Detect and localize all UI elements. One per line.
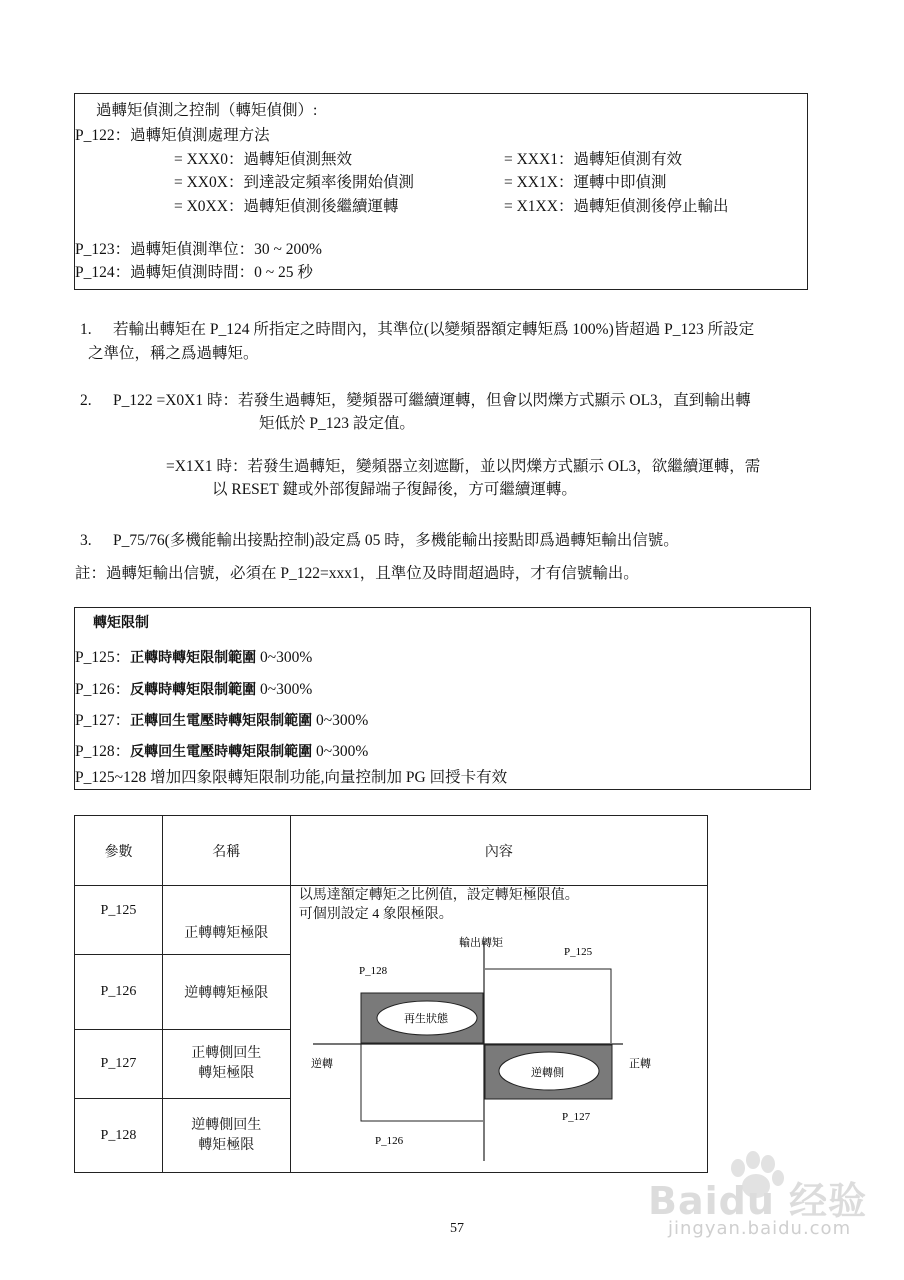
item-name: 反轉回生電壓時轉矩限制範圍: [130, 744, 313, 760]
content-cell: [290, 886, 707, 1173]
p122-option-xx1x: = XX1X：運轉中即偵測: [504, 174, 667, 191]
torque-limit-item: [75, 648, 312, 668]
item-range: 0~300%: [316, 712, 369, 729]
header-param: 參數: [75, 816, 163, 886]
row-name-line1: 逆轉側回生: [191, 1117, 262, 1133]
item-code: P_127：: [75, 712, 131, 729]
item-code: P_126：: [75, 681, 131, 698]
p122-label: P_122：過轉矩偵測處理方法: [75, 127, 270, 144]
row-name-line2: 轉矩極限: [198, 1137, 255, 1153]
item-code: P_128：: [75, 743, 131, 760]
row-name-line1: 正轉側回生: [191, 1046, 262, 1061]
p126-label: P_126: [374, 1135, 403, 1147]
header-content: 內容: [290, 816, 707, 886]
torque-limit-item: [75, 680, 312, 700]
note-1-line2: 之準位，稱之爲過轉矩。: [88, 345, 259, 362]
row-name: 正轉轉矩極限: [162, 886, 290, 955]
reverse-side-label: 逆轉側: [530, 1067, 564, 1079]
content-line2: 可個別設定 4 象限極限。: [298, 907, 453, 922]
row-name: [162, 1099, 290, 1173]
parameter-table: [74, 815, 708, 1173]
quadrant-diagram: [291, 886, 709, 1172]
p122-option-x1xx: = X1XX：過轉矩偵測後停止輸出: [504, 198, 729, 215]
watermark-brand: Baidu 经验: [648, 1179, 868, 1223]
item-range: 0~300%: [316, 743, 369, 760]
torque-limit-title: 轉矩限制: [93, 615, 149, 631]
row-param: P_126: [75, 955, 163, 1030]
item-range: 0~300%: [260, 681, 313, 698]
p128-label: P_128: [358, 965, 387, 977]
over-torque-title: 過轉矩偵測之控制（轉矩偵側）:: [96, 102, 318, 119]
row-name: 逆轉轉矩極限: [162, 955, 290, 1030]
note-3-line1: P_75/76(多機能輸出接點控制)設定爲 05 時，多機能輸出接點即爲過轉矩輸出信號。: [113, 532, 679, 549]
left-label: 逆轉: [310, 1058, 333, 1070]
header-name: 名稱: [162, 816, 290, 886]
y-axis-label: 輸出轉矩: [458, 937, 503, 949]
note-1-number: 1.: [80, 321, 92, 338]
item-name: 正轉時轉矩限制範圍: [130, 650, 257, 666]
row-name-line2: 轉矩極限: [198, 1066, 255, 1081]
p124-label: P_124：過轉矩偵測時間：0 ~ 25 秒: [75, 264, 313, 281]
p122-option-xx0x: = XX0X：到達設定頻率後開始偵測: [174, 174, 414, 191]
torque-limit-item: [75, 711, 368, 731]
note-1-line1: 若輸出轉矩在 P_124 所指定之時間內，其準位(以變頻器額定轉矩爲 100%)皆超過 P_123 所設定: [113, 321, 755, 338]
row-param: P_128: [75, 1099, 163, 1173]
p125-label: P_125: [563, 946, 592, 958]
item-code: P_125：: [75, 649, 131, 666]
note-2-line2: 矩低於 P_123 設定值。: [259, 415, 415, 432]
p122-option-x0xx: = X0XX：過轉矩偵測後繼續運轉: [174, 198, 399, 215]
row-param: P_127: [75, 1030, 163, 1099]
torque-limit-item: [75, 742, 368, 762]
p122-option-xxx0: = XXX0：過轉矩偵測無效: [174, 151, 352, 168]
right-label: 正轉: [628, 1058, 651, 1070]
watermark-logo: [648, 1148, 898, 1248]
item-name: 反轉時轉矩限制範圍: [130, 682, 257, 698]
watermark-url: jingyan.baidu.com: [668, 1218, 852, 1239]
regen-state-label: 再生狀態: [403, 1013, 448, 1025]
row-param: P_125: [75, 886, 163, 955]
note-3-number: 3.: [80, 532, 92, 549]
note-2-line3: =X1X1 時：若發生過轉矩，變頻器立刻遮斷，並以閃爍方式顯示 OL3，欲繼續運轉，需: [166, 458, 761, 475]
note-2-number: 2.: [80, 392, 92, 409]
note-2-line1: P_122 =X0X1 時：若發生過轉矩，變頻器可繼續運轉，但會以閃爍方式顯示 OL3，直到輸出轉: [113, 392, 751, 409]
p122-option-xxx1: = XXX1：過轉矩偵測有效: [504, 151, 682, 168]
p127-label: P_127: [561, 1111, 590, 1123]
item-name: 正轉回生電壓時轉矩限制範圍: [130, 713, 313, 729]
remark: 註：過轉矩輸出信號，必須在 P_122=xxx1，且準位及時間超過時，才有信號輸出。: [75, 565, 639, 582]
torque-limit-footer: P_125~128 增加四象限轉矩限制功能,向量控制加 PG 回授卡有效: [75, 769, 508, 786]
p125-limit-line: [485, 969, 611, 1043]
p123-label: P_123：過轉矩偵測準位：30 ~ 200%: [75, 241, 322, 258]
item-range: 0~300%: [260, 649, 313, 666]
p126-limit-line: [361, 1043, 483, 1121]
row-name: [162, 1030, 290, 1099]
content-line1: 以馬達額定轉矩之比例值，設定轉矩極限值。: [298, 888, 579, 903]
note-2-line4: 以 RESET 鍵或外部復歸端子復歸後，方可繼續運轉。: [212, 481, 577, 498]
page-number: 57: [450, 1221, 464, 1236]
